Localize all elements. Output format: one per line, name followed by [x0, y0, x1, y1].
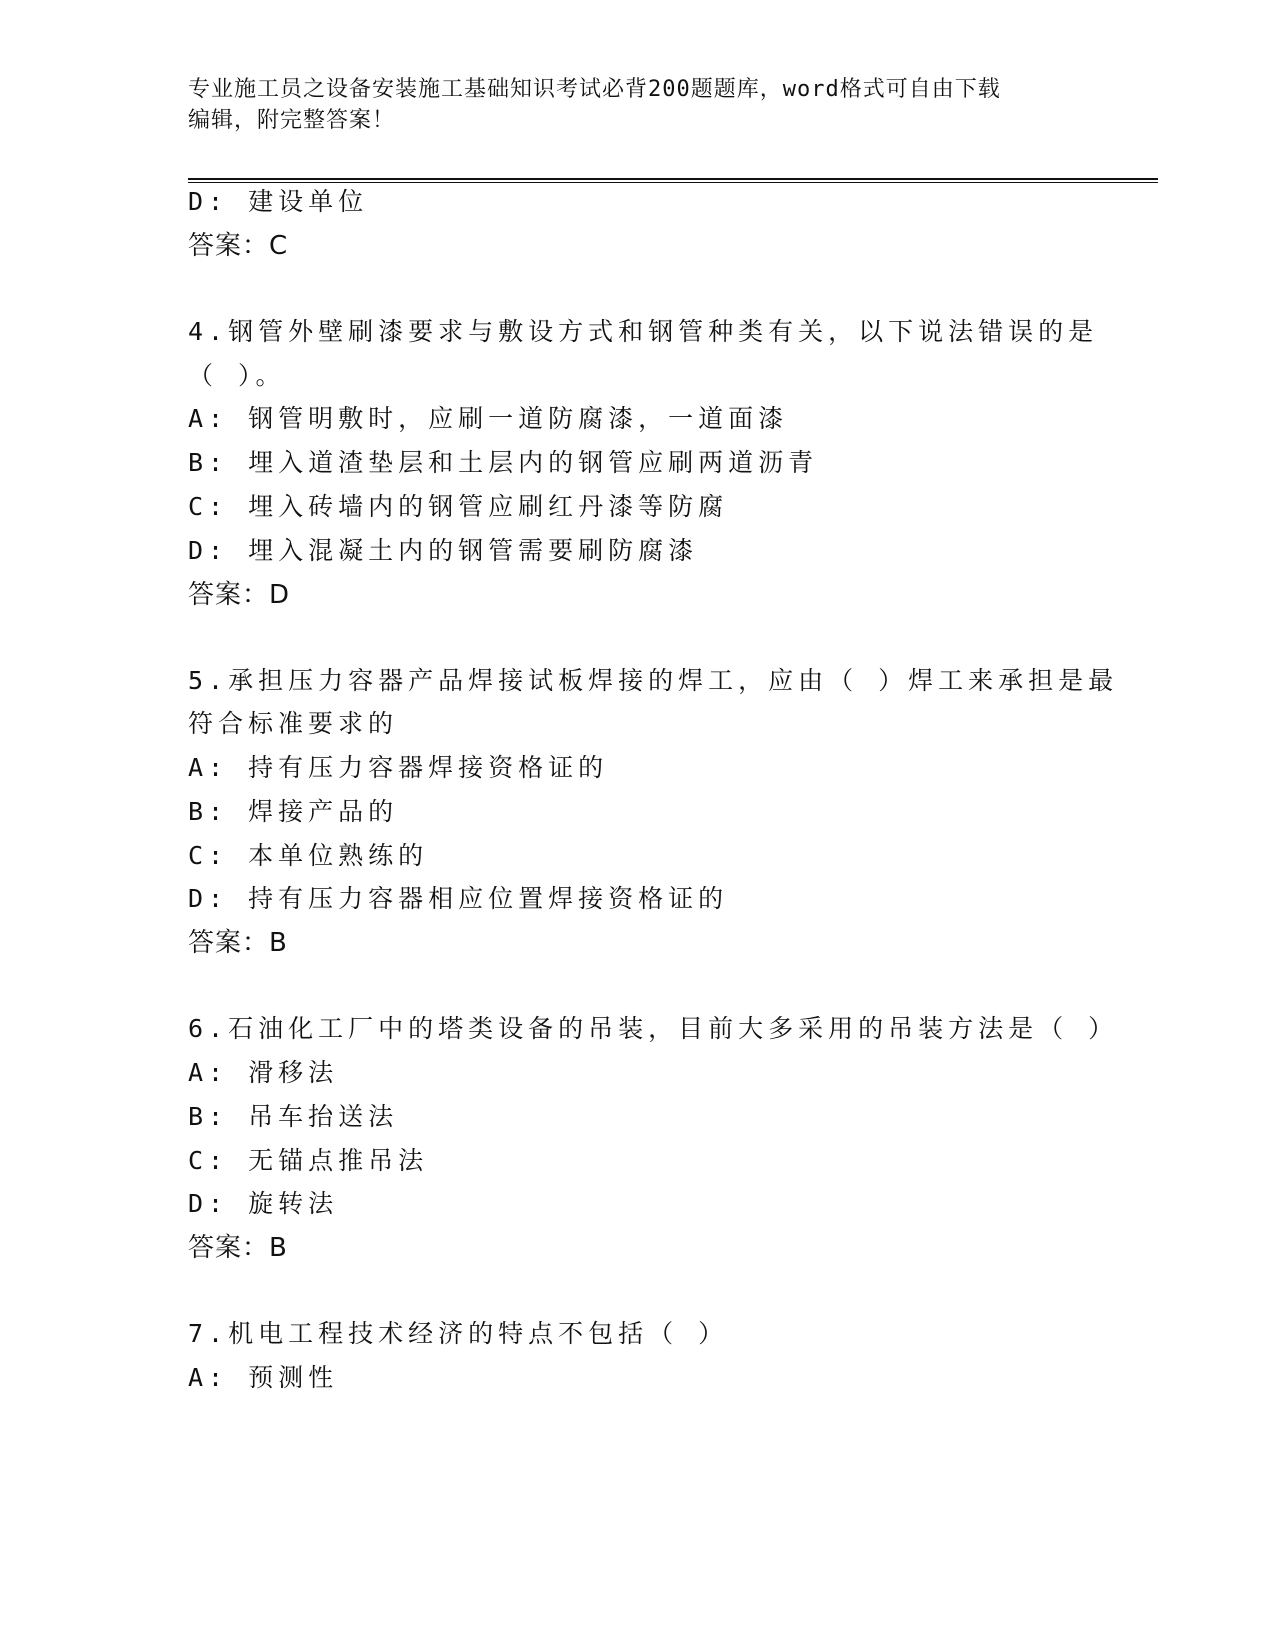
q6-option-c: C: 无锚点推吊法 — [188, 1146, 429, 1175]
q5-stem-line-1: 5.承担压力容器产品焊接试板焊接的焊工，应由（ ）焊工来承担是最 — [188, 666, 1119, 695]
q6-option-a: A: 滑移法 — [188, 1058, 339, 1087]
q4-option-c: C: 埋入砖墙内的钢管应刷红丹漆等防腐 — [188, 492, 729, 521]
q4-stem-line-2: （ ）。 — [188, 361, 286, 390]
q4-option-b: B: 埋入道渣垫层和土层内的钢管应刷两道沥青 — [188, 448, 819, 477]
q4-answer: 答案：D — [188, 580, 291, 610]
q6-answer: 答案：B — [188, 1233, 288, 1263]
q6-option-d: D: 旋转法 — [188, 1189, 339, 1218]
q5-stem-line-2: 符合标准要求的 — [188, 709, 399, 738]
q5-option-d: D: 持有压力容器相应位置焊接资格证的 — [188, 884, 729, 913]
q5-option-c: C: 本单位熟练的 — [188, 841, 429, 870]
q4-option-d: D: 埋入混凝土内的钢管需要刷防腐漆 — [188, 536, 699, 565]
q5-answer: 答案：B — [188, 928, 288, 958]
q5-option-b: B: 焊接产品的 — [188, 797, 399, 826]
q5-option-a: A: 持有压力容器焊接资格证的 — [188, 753, 609, 782]
q6-option-b: B: 吊车抬送法 — [188, 1102, 399, 1131]
q7-stem-line-1: 7.机电工程技术经济的特点不包括（ ） — [188, 1319, 729, 1348]
header-title-line-1: 专业施工员之设备安装施工基础知识考试必背200题题库，word格式可自由下载 — [188, 77, 1001, 102]
q3-answer: 答案：C — [188, 231, 289, 261]
header-title-line-2: 编辑，附完整答案！ — [188, 108, 396, 133]
q4-stem-line-1: 4.钢管外壁刷漆要求与敷设方式和钢管种类有关，以下说法错误的是 — [188, 317, 1099, 346]
q6-stem-line-1: 6.石油化工厂中的塔类设备的吊装，目前大多采用的吊装方法是（ ） — [188, 1014, 1119, 1043]
q4-option-a: A: 钢管明敷时，应刷一道防腐漆，一道面漆 — [188, 404, 789, 433]
header-divider — [188, 178, 1158, 183]
q3-option-d: D: 建设单位 — [188, 187, 369, 216]
q7-option-a: A: 预测性 — [188, 1363, 339, 1392]
document-header — [188, 74, 1088, 136]
